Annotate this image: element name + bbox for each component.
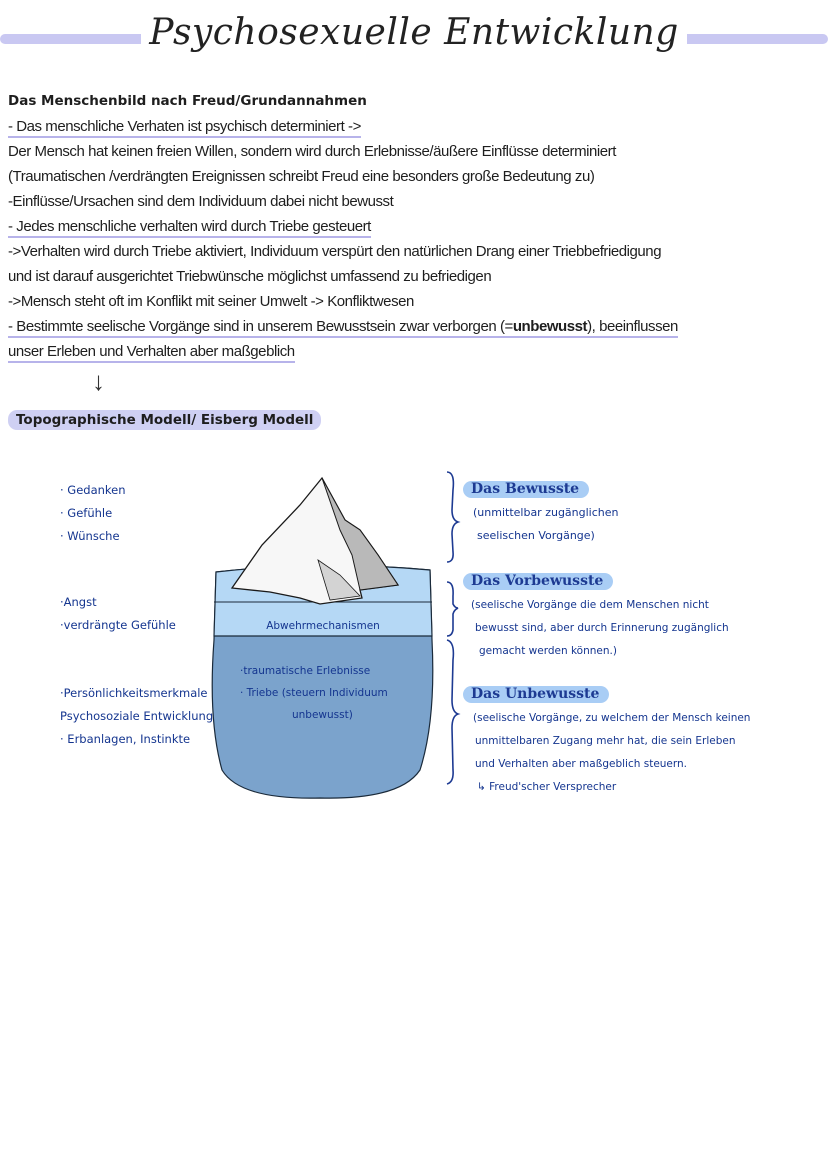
list-item: · Triebe (steuern Individuum xyxy=(240,687,388,699)
section-heading: Das Menschenbild nach Freud/Grundannahmen xyxy=(8,93,367,109)
list-item: unbewusst) xyxy=(292,709,353,721)
list-item: Psychosoziale Entwicklung xyxy=(60,709,214,723)
text: - Bestimmte seelische Vorgänge sind in unserem Bewusstsein zwar verborgen (= xyxy=(8,318,513,335)
list-item: · Erbanlagen, Instinkte xyxy=(60,732,191,746)
left-list-preconscious xyxy=(60,591,176,637)
left-list-conscious xyxy=(60,479,126,548)
text-line: und ist darauf ausgerichtet Triebwünsche möglichst umfassend zu befriedigen xyxy=(8,268,492,285)
level-title: Das Bewusste xyxy=(463,481,589,498)
list-item: ·traumatische Erlebnisse xyxy=(240,665,371,677)
text-line: Der Mensch hat keinen freien Willen, sondern wird durch Erlebnisse/äußere Einflüsse determiniert xyxy=(8,143,616,160)
bracket xyxy=(447,582,458,636)
level-text: ↳ Freud'scher Versprecher xyxy=(477,781,617,793)
list-item: ·Angst xyxy=(60,595,97,609)
level-text: (unmittelbar zugänglichen xyxy=(473,506,619,519)
page-title-text: Psychosexuelle Entwicklung xyxy=(141,12,687,53)
underlined-text: - Das menschliche Verhaten ist psychisch determiniert -> xyxy=(8,118,361,138)
underlined-text: - Jedes menschliche verhalten wird durch Triebe gesteuert xyxy=(8,218,371,238)
left-list-unconscious xyxy=(60,682,213,751)
arrow-down-icon: ↓ xyxy=(92,366,105,396)
text-line: -Einflüsse/Ursachen sind dem Individuum dabei nicht bewusst xyxy=(8,193,394,210)
level-text: und Verhalten aber maßgeblich steuern. xyxy=(475,758,688,770)
level-text: (seelische Vorgänge, zu welchem der Mensch keinen xyxy=(473,712,751,724)
iceberg-deep-list xyxy=(240,660,388,726)
underlined-text: unser Erleben und Verhalten aber maßgeblich xyxy=(8,343,295,363)
iceberg-band-label: Abwehrmechanismen xyxy=(266,620,380,632)
text-line: (Traumatischen /verdrängten Ereignissen schreibt Freud eine besonders große Bedeutung zu) xyxy=(8,168,595,185)
text: ), beeinflussen xyxy=(587,318,678,335)
text-line: ->Mensch steht oft im Konflikt mit seiner Umwelt -> Konfliktwesen xyxy=(8,293,414,310)
level-title: Das Unbewusste xyxy=(463,686,609,703)
level-bewusste xyxy=(463,478,619,547)
list-item: · Gefühle xyxy=(60,506,113,520)
bracket xyxy=(447,472,458,562)
text-line: ->Verhalten wird durch Triebe aktiviert, Individuum verspürt den natürlichen Drang einer Triebbefriedigung xyxy=(8,243,662,260)
level-text: (seelische Vorgänge die dem Menschen nicht xyxy=(471,599,709,611)
list-item: · Gedanken xyxy=(60,483,126,497)
section-heading-eisberg: Topographische Modell/ Eisberg Modell xyxy=(8,410,321,430)
list-item: ·Persönlichkeitsmerkmale xyxy=(60,686,208,700)
list-item: ·verdrängte Gefühle xyxy=(60,618,176,632)
level-title: Das Vorbewusste xyxy=(463,573,613,590)
level-text: gemacht werden können.) xyxy=(479,645,617,657)
level-text: seelischen Vorgänge) xyxy=(477,529,595,542)
bold-text: unbewusst xyxy=(512,318,588,335)
bracket xyxy=(447,640,458,784)
level-vorbewusste xyxy=(463,571,729,663)
level-text: unmittelbaren Zugang mehr hat, die sein Erleben xyxy=(475,735,736,747)
level-text: bewusst sind, aber durch Erinnerung zugänglich xyxy=(475,622,729,634)
list-item: · Wünsche xyxy=(60,529,120,543)
level-unbewusste xyxy=(463,684,750,799)
